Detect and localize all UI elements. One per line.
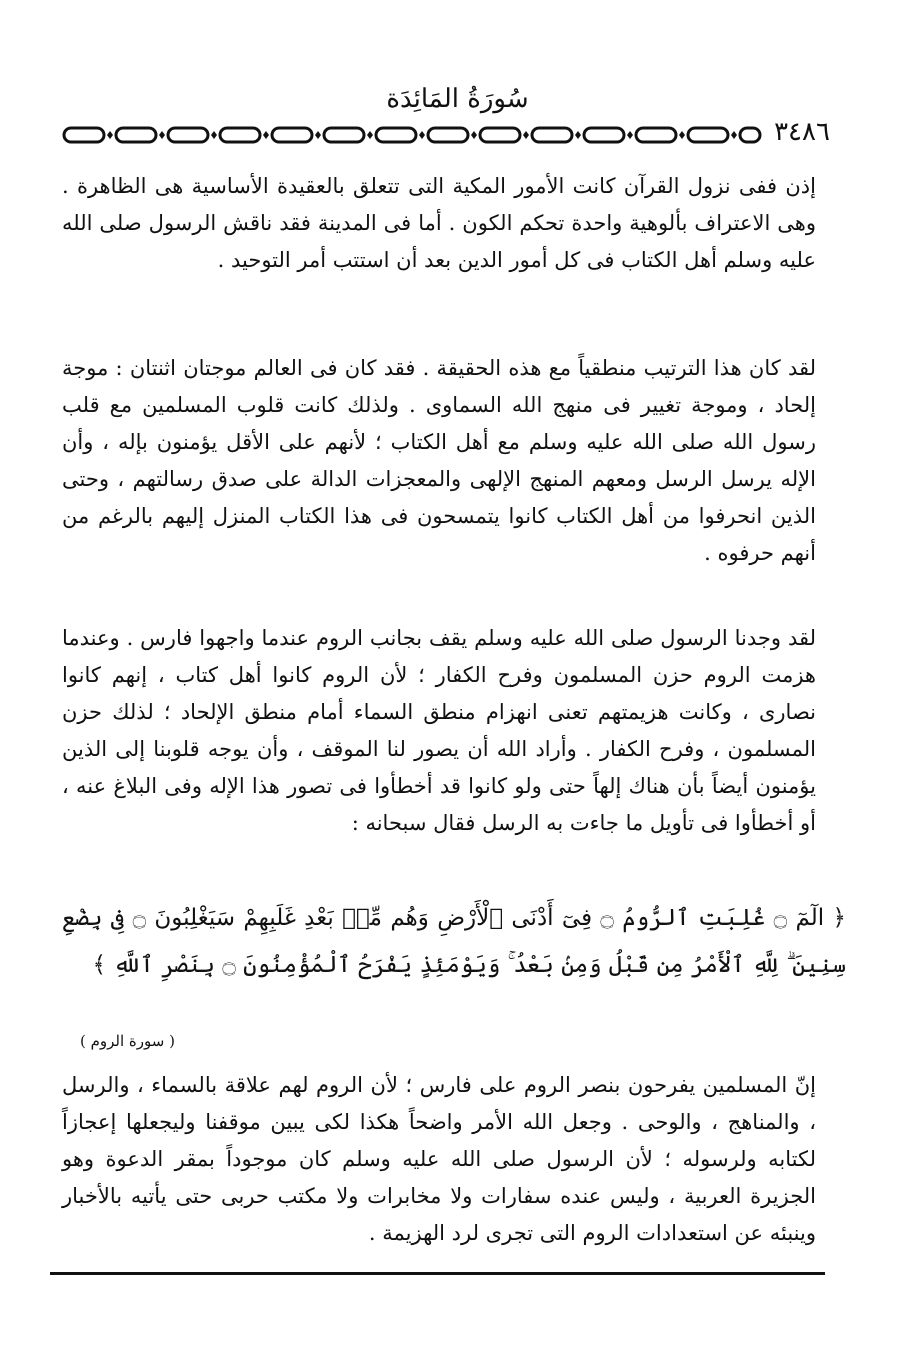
verse-close-bracket: ﴾	[92, 952, 107, 978]
page-number: ٣٤٨٦	[774, 117, 830, 147]
paragraph-3: لقد وجدنا الرسول صلى الله عليه وسلم يقف بجانب الروم عندما واجهوا فارس . وعندما هزمت الروم حزن المسلمون وفرح الكفار ؛ لأن الروم كانوا أهل كتاب ، إنهم كانوا نصارى ، وكانت هزيمتهم تعنى انهزام منطق السماء أمام منطق الإلحاد ؛ لذلك حزن المسلمون ، وفرح الكفار . وأراد الله أن يصور لنا الموقف ، وأن يوجه قلوبنا إلى الذين يؤمنون أيضاً بأن هناك إلهاً حتى ولو كانوا قد أخطأوا فى تصور هذا الإله وفى البلاغ عنه ، أو أخطأوا فى تأويل ما جاءت به الرسل فقال سبحانه :	[62, 626, 816, 835]
paragraph-2: لقد كان هذا الترتيب منطقياً مع هذه الحقيقة . فقد كان فى العالم موجتان اثنتان : موجة إلحاد ، وموجة تغيير فى منهج الله السماوى . ولذلك كانت قلوب المسلمين مع قلب رسول الله صلى الله عليه وسلم مع أهل الكتاب ؛ لأنهم على الأقل يؤمنون بإله ، وأن الإله يرسل الرسل ومعهم المنهج الإلهى والمعجزات الدالة على صدق رسالتهم ، وحتى الذين انحرفوا من أهل الكتاب كانوا يتمسحون فى هذا الكتاب المنزل إليهم بالرغم من أنهم حرفوه .	[62, 356, 816, 565]
verse-source-label: ( سورة الروم )	[80, 1032, 175, 1050]
verse-open-bracket: ﴿	[832, 905, 847, 931]
surah-title: سُورَةُ المَائِدَة	[386, 84, 529, 114]
quran-verse-text: الٓمٓ ۝ غُلِبَتِ ٱلرُّومُ ۝ فِىٓ أَدْنَى ٱلْأَرْضِ وَهُم مِّنۢ بَعْدِ غَلَبِهِمْ سَيَغْلِبُونَ ۝ فِى بِضْعِ سِنِينَ ۗ لِلَّهِ ٱلْأَمْرُ مِن قَبْلُ وَمِنۢ بَعْدُ ۚ وَيَوْمَئِذٍ يَفْرَحُ ٱلْمُؤْمِنُونَ ۝ بِنَصْرِ ٱللَّهِ	[62, 905, 846, 978]
paragraph-4: إنّ المسلمين يفرحون بنصر الروم على فارس ؛ لأن الروم لهم علاقة بالسماء ، والرسل ، والمناهج ، والوحى . وجعل الله الأمر واضحاً هكذا لكى يبين موقفنا وليجعلها إعجازاً لكتابه ولرسوله ؛ لأن الرسول صلى الله عليه وسلم كان موجوداً بمقر الدعوة وهو الجزيرة العربية ، وليس عنده سفارات ولا مخابرات ولا مكتب حربى حتى يأتيه بالأخبار وينبئه عن استعدادات الروم التى تجرى لرد الهزيمة .	[62, 1073, 816, 1245]
footer-divider	[50, 1272, 825, 1275]
paragraph-1: إذن ففى نزول القرآن كانت الأمور المكية التى تتعلق بالعقيدة الأساسية هى الظاهرة . وهى الاعتراف بألوهية واحدة تحكم الكون . أما فى المدينة فقد ناقش الرسول صلى الله عليه وسلم أهل الكتاب فى كل أمور الدين بعد أن استتب أمر التوحيد .	[62, 174, 816, 272]
quran-verse-block	[62, 895, 846, 989]
header-ornament-border	[62, 118, 762, 152]
